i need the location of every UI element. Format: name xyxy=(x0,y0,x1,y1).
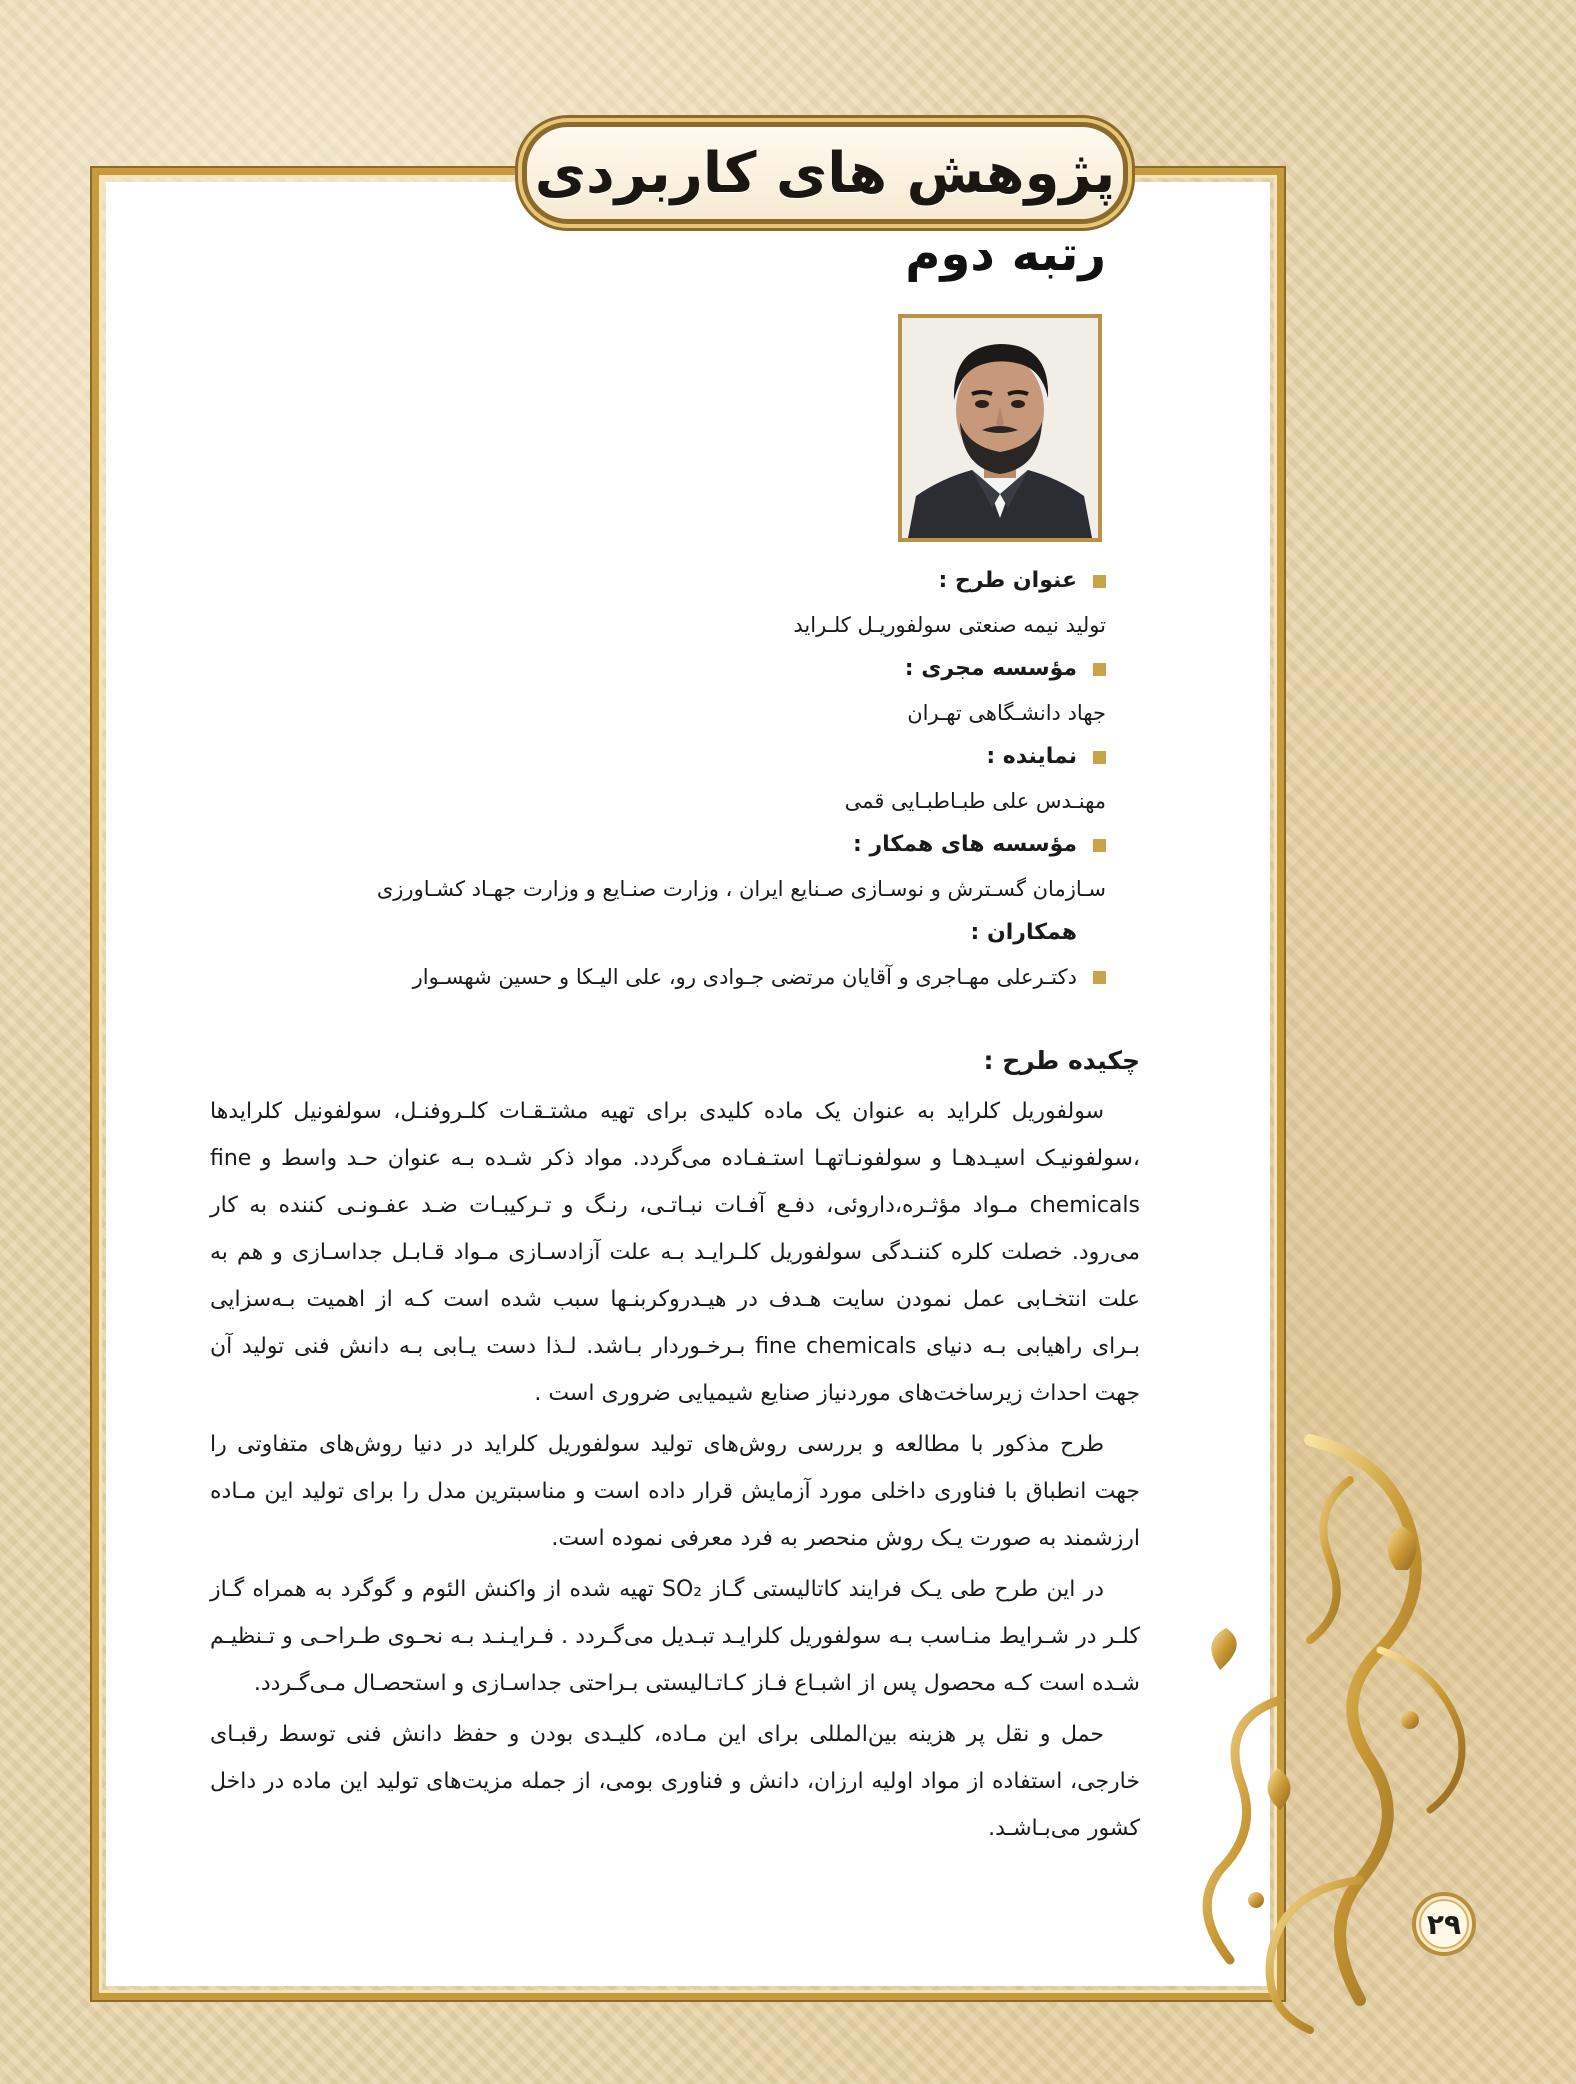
partner-institutes-label: مؤسسه های همکار : xyxy=(853,832,1077,857)
representative-label: نماینده : xyxy=(986,744,1077,769)
representative-value: مهنـدس علی طبـاطبـایی قمی xyxy=(844,789,1106,813)
page-number-badge xyxy=(1410,1890,1478,1958)
project-title-value: تولید نیمه صنعتی سولفوریـل کلـراید xyxy=(793,613,1106,637)
representative-label-row xyxy=(346,742,1106,772)
project-title-label: عنوان طرح : xyxy=(938,568,1077,593)
project-title-label-row xyxy=(346,566,1106,596)
abstract-paragraph-4: حمل و نقل پر هزینه بین‌المللی برای این مـاده، کلیـدی بودن و حفظ دانش فنی توسط رقبـای خارجی، استفاده از مواد اولیه ارزان، دانش و فناوری بومی، از جمله مزیت‌های تولید این ماده در داخل کشور می‌بـاشـد. xyxy=(210,1722,1140,1841)
executing-institute-label: مؤسسه مجری : xyxy=(904,656,1077,681)
bullet-square-icon xyxy=(1093,751,1106,764)
header-banner xyxy=(522,122,1128,224)
abstract-paragraph-3: در این طرح طی یـک فرایند کاتالیستی گـاز SO₂ تهیه شده از واکنش الئوم و گوگرد به همراه گـاز کلـر در شـرایط منـاسب بـه سولفوریل کلرایـد تبـدیل می‌گـردد . فـرایـنـد بـه نحـوی طـراحـی و تـنظیـم شـده است کـه محصول پس از اشبـاع فـاز کـاتـالیستی بـراحتی جداسـازی و استحصـال مـی‌گـردد. xyxy=(210,1577,1140,1696)
executing-institute-value: جهاد دانشـگاهی تهـران xyxy=(907,701,1106,725)
rank-title: رتبه دوم xyxy=(905,226,1106,282)
partner-institutes-value: سـازمان گسـترش و نوسـازی صـنایع ایران ، وزارت صنـایع و وزارت جهـاد کشـاورزی xyxy=(376,877,1106,901)
project-info xyxy=(346,566,1106,992)
executing-institute-label-row xyxy=(346,654,1106,684)
bullet-square-icon xyxy=(1093,663,1106,676)
bullet-square-icon xyxy=(1093,971,1106,984)
person-photo-icon xyxy=(902,318,1098,538)
page-title: پژوهش های کاربردی xyxy=(534,140,1116,206)
bullet-square-icon xyxy=(1093,839,1106,852)
collaborators-value: دکتـرعلی مهـاجری و آقایان مرتضی جـوادی رو، علی الیـکا و حسین شهسـوار xyxy=(412,965,1077,989)
abstract-title: چکیده طرح : xyxy=(983,1046,1140,1075)
abstract-section xyxy=(210,1044,1140,1856)
collaborators-value-row xyxy=(346,962,1106,992)
page-number: ۲۹ xyxy=(1426,1907,1462,1941)
collaborators-label: همکاران : xyxy=(970,920,1077,945)
portrait-photo xyxy=(898,314,1102,542)
partner-institutes-label-row xyxy=(346,830,1106,860)
bullet-square-icon xyxy=(1093,575,1106,588)
abstract-paragraph-1: سولفوریل کلراید به عنوان یک ماده کلیدی برای تهیه مشتـقـات کلـروفنـل، سولفونیل کلرایدها ،سولفونیـک اسیـدهـا و سولفونـاتهـا استـفـاده می‌گردد. مواد ذکر شـده بـه عنوان حـد واسط و fine chemicals مـواد مؤثـره،داروئی، دفـع آفـات نبـاتـی، رنـگ و تـرکیبـات ضـد عفـونـی کننده به کار می‌رود. خصلت کلره کننـدگی سولفوریل کلـرایـد بـه علت آزادسـازی مـواد قـابـل جداسـازی و هم به علت انتخـابی عمل نمودن سایت هـدف در هیـدروکربنـها سبب شده است کـه از اهمیت بـه‌سزایی بـرای راهیابی بـه دنیای fine chemicals بـرخـوردار بـاشد. لـذا دست یـابی بـه دانش فنی تولید آن جهت احداث زیرساخت‌های موردنیاز صنایع شیمیایی ضروری است . xyxy=(210,1099,1140,1406)
collaborators-label-row xyxy=(346,918,1106,948)
abstract-paragraph-2: طرح مذکور با مطالعه و بررسی روش‌های تولید سولفوریل کلراید در دنیا روش‌های متفاوتی را جهت انطباق با فناوری داخلی مورد آزمایش قرار داده است و مناسبترین مدل را برای تولید این مـاده ارزشمند به صورت یـک روش منحصر به فرد معرفی نموده است. xyxy=(210,1432,1140,1551)
